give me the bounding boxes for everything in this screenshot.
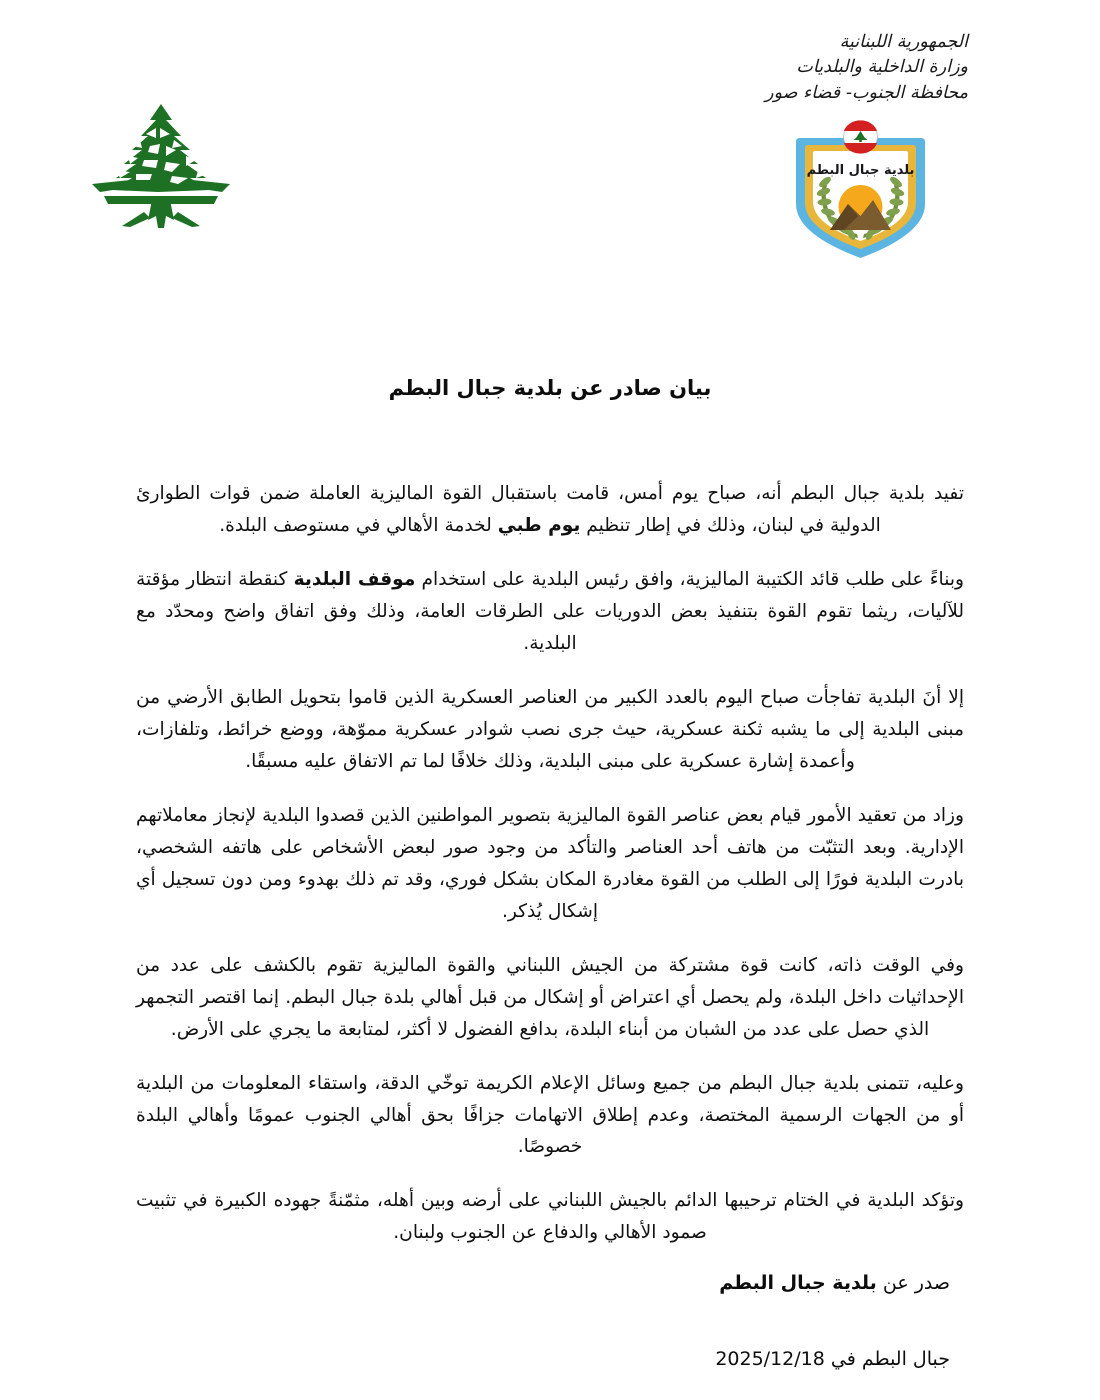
letterhead-ministry: وزارة الداخلية والبلديات (796, 57, 968, 78)
date-value: 2025/12/18 (715, 1348, 825, 1370)
body-text: وتؤكد البلدية في الختام ترحيبها الدائم بالجيش اللبناني على أرضه وبين أهله، مثمّنةً جهوده الكبيرة في تثبيت صمود الأهالي والدفاع عن الجنوب ولبنان. (136, 1190, 964, 1244)
letterhead-republic: الجمهورية اللبنانية (839, 32, 968, 52)
paragraph (136, 950, 964, 1046)
letterhead-governorate: محافظة الجنوب- قضاء صور (765, 82, 968, 103)
body-text: تفيد بلدية جبال البطم أنه، صباح يوم أمس، قامت باستقبال القوة الماليزية العاملة ضمن قوات الطوارئ الدولية في لبنان، وذلك في إطار تنظيم (136, 483, 964, 536)
emblem-title-text: بلدية جبال البطم (806, 163, 915, 178)
signature-line (719, 1272, 950, 1294)
paragraph (136, 478, 964, 542)
body-text: لخدمة الأهالي في مستوصف البلدة. (219, 514, 498, 536)
emphasis-text: موقف البلدية (293, 568, 416, 590)
statement-body (136, 478, 964, 1249)
paragraph (136, 682, 964, 778)
body-text: وفي الوقت ذاته، كانت قوة مشتركة من الجيش اللبناني والقوة الماليزية تقوم بالكشف على عدد من الإحداثيات داخل البلدة، ولم يحصل أي اعتراض أو إشكال من قبل أهالي بلدة جبال البطم. إنما اقتصر التجمهر الذي حصل على عدد من الشبان من أبناء البلدة، بدافع الفضول لا أكثر، لمتابعة ما يجري على الأرض. (136, 954, 964, 1040)
date-line (715, 1348, 950, 1370)
paragraph (136, 564, 964, 660)
municipality-emblem-icon (778, 112, 943, 262)
signature-authority: بلدية جبال البطم (719, 1272, 877, 1294)
body-text: إلا أنَ البلدية تفاجأت صباح اليوم بالعدد الكبير من العناصر العسكرية الذين قاموا بتحويل الطابق الأرضي من مبنى البلدية إلى ما يشبه ثكنة عسكرية، حيث جرى نصب شوادر عسكرية مموّهة، ووضع خرائط، وتلفازات، وأعمدة إشارة عسكرية على مبنى البلدية، وذلك خلافًا لما تم الاتفاق عليه مسبقًا. (136, 686, 964, 772)
body-text: كنقطة انتظار مؤقتة للآليات، ريثما تقوم القوة بتنفيذ بعض الدوريات على الطرقات العامة، وذلك وفق اتفاق واضح ومحدّد مع البلدية. (136, 568, 964, 654)
body-text: وزاد من تعقيد الأمور قيام بعض عناصر القوة الماليزية بتصوير المواطنين الذين قصدوا البلدية لإنجاز معاملاتهم الإدارية. وبعد التثبّت من هاتف أحد العناصر والتأكد من وجود صور لبعض الأشخاص على هاتفه الشخصي، بادرت البلدية فورًا إلى الطلب من القوة مغادرة المكان بشكل فوري، وقد تم ذلك بهدوء ومن دون تسجيل أي إشكال يُذكر. (136, 804, 964, 922)
paragraph (136, 1068, 964, 1164)
emphasis-text: يوم طبي (497, 514, 581, 536)
date-place-prefix: جبال البطم في (824, 1348, 950, 1370)
cedar-icon (86, 100, 236, 230)
letterhead (765, 30, 968, 106)
page-title: بيان صادر عن بلدية جبال البطم (388, 376, 712, 400)
signature-prefix: صدر عن (876, 1272, 950, 1294)
paragraph (136, 800, 964, 928)
body-text: وعليه، تتمنى بلدية جبال البطم من جميع وسائل الإعلام الكريمة توخّي الدقة، واستقاء المعلومات من البلدية أو من الجهات الرسمية المختصة، وعدم إطلاق الاتهامات جزافًا بحق أهالي الجنوب عمومًا وأهالي البلدة خصوصًا. (136, 1072, 964, 1158)
paragraph (136, 1185, 964, 1249)
body-text: وبناءً على طلب قائد الكتيبة الماليزية، وافق رئيس البلدية على استخدام (415, 568, 964, 590)
